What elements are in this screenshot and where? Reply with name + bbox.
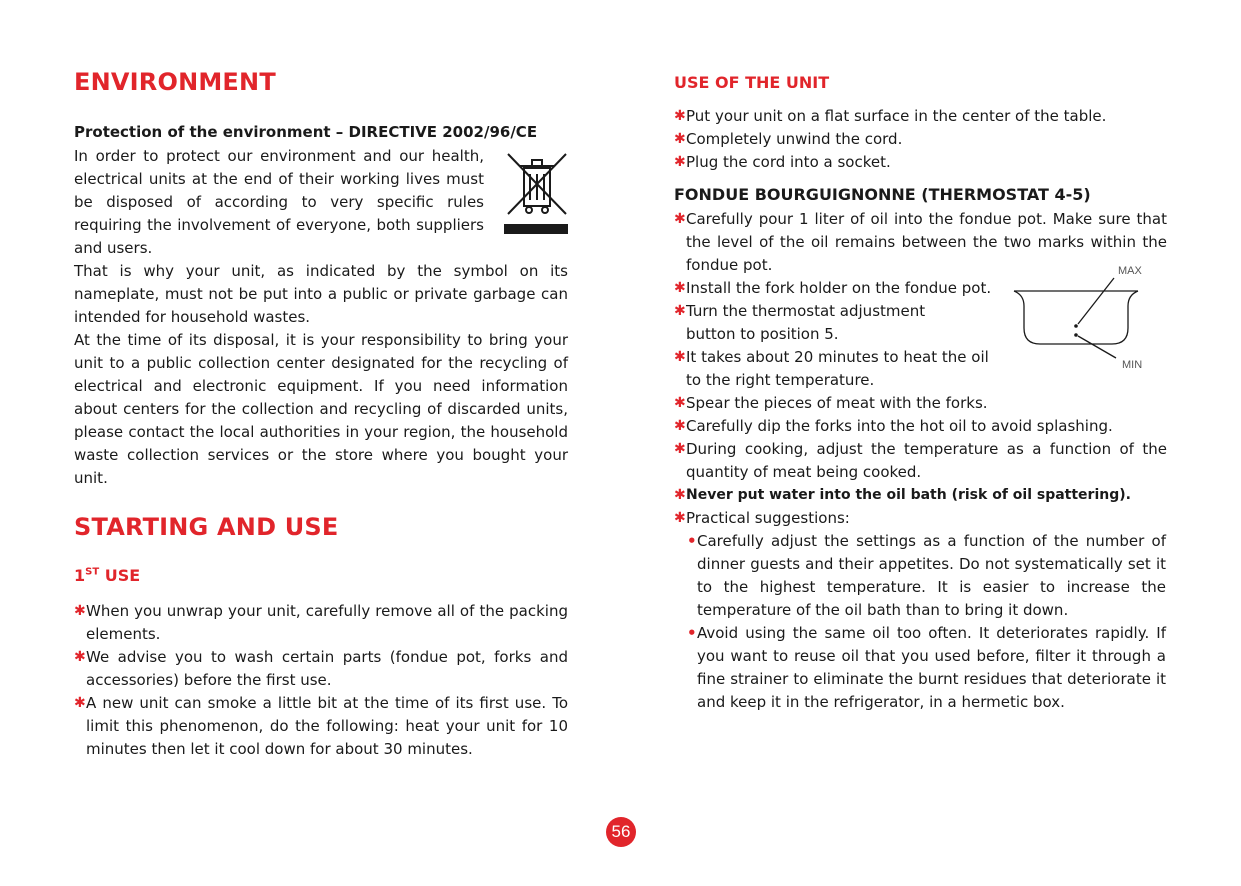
asterisk-icon: ✱ <box>674 280 686 296</box>
list-item: ✱ Turn the thermostat adjustment button to position 5. <box>674 302 926 343</box>
bullet-dot-icon: • <box>687 532 697 550</box>
environment-para3: At the time of its disposal, it is your responsibility to bring your unit to a public collection center designated for the recycling of electrical and electronic equipment. If you need information about centers for the collection and recycling of discarded units, please contact the local authorities in your region, the household waste collection services or the store where you bought your unit. <box>74 331 568 487</box>
suggestion-item: • Carefully adjust the settings as a function of the number of dinner guests and their appetites. Do not systematically set it to the highest temperature. It is easier to increase the temperature of the oil bath than to bring it down. <box>687 532 1166 619</box>
list-item-warning: ✱ Never put water into the oil bath (risk of oil spattering). <box>674 484 1167 507</box>
max-label: MAX <box>1118 265 1142 277</box>
list-item: ✱ During cooking, adjust the temperature as a function of the quantity of meat being cooked. <box>674 440 1167 481</box>
first-use-sup: ST <box>85 566 100 578</box>
environment-para2: That is why your unit, as indicated by the symbol on its nameplate, must not be put into a public or private garbage can intended for household wastes. <box>74 262 568 326</box>
first-use-word: USE <box>104 566 141 585</box>
min-label: MIN <box>1122 359 1143 371</box>
asterisk-icon: ✱ <box>674 131 686 147</box>
environment-subtitle: Protection of the environment – DIRECTIVE 2002/96/CE <box>74 123 538 141</box>
asterisk-icon: ✱ <box>74 603 86 619</box>
list-item: ✱ Install the fork holder on the fondue pot. <box>674 277 1016 300</box>
list-item: ✱ Put your unit on a flat surface in the center of the table. <box>674 105 1166 128</box>
asterisk-icon: ✱ <box>674 418 686 434</box>
list-item: ✱ A new unit can smoke a little bit at the time of its first use. To limit this phenomenon, do the following: heat your unit for 10 minutes then let it cool down for about 30 minutes. <box>74 694 568 758</box>
asterisk-icon: ✱ <box>674 441 686 457</box>
fondue-pot-diagram <box>1010 262 1170 374</box>
asterisk-icon: ✱ <box>674 510 686 526</box>
asterisk-icon: ✱ <box>674 487 686 503</box>
list-item: ✱ Plug the cord into a socket. <box>674 151 1166 174</box>
asterisk-icon: ✱ <box>674 211 686 227</box>
asterisk-icon: ✱ <box>74 649 86 665</box>
fondue-title: FONDUE BOURGUIGNONNE (THERMOSTAT 4-5) <box>674 185 1091 204</box>
max-mark <box>1074 324 1078 328</box>
list-item: ✱ Completely unwind the cord. <box>674 128 1166 151</box>
page-number: 56 <box>606 817 636 847</box>
min-mark <box>1074 333 1078 337</box>
asterisk-icon: ✱ <box>674 108 686 124</box>
list-item: ✱ Carefully pour 1 liter of oil into the fondue pot. Make sure that the level of the oil remains between the two marks within the fondue pot. <box>674 210 1167 274</box>
asterisk-icon: ✱ <box>74 695 86 711</box>
asterisk-icon: ✱ <box>674 154 686 170</box>
first-use-heading <box>74 566 140 585</box>
list-item: ✱ Spear the pieces of meat with the forks. <box>674 392 1167 415</box>
list-item: ✱ We advise you to wash certain parts (fondue pot, forks and accessories) before the first use. <box>74 648 568 689</box>
asterisk-icon: ✱ <box>674 395 686 411</box>
suggestion-item: • Avoid using the same oil too often. It deteriorates rapidly. If you want to reuse oil that you used before, filter it through a fine strainer to eliminate the burnt residues that deteriorate it and keep it in the refrigerator, in a hermetic box. <box>687 624 1166 711</box>
list-item: ✱ Practical suggestions: <box>674 507 1167 530</box>
list-item: ✱ It takes about 20 minutes to heat the oil to the right temperature. <box>674 348 989 389</box>
asterisk-icon: ✱ <box>674 349 686 365</box>
bullet-dot-icon: • <box>687 624 697 642</box>
crossed-out-bin-icon <box>504 148 570 236</box>
list-item: ✱ Carefully dip the forks into the hot oil to avoid splashing. <box>674 415 1167 438</box>
first-use-num: 1 <box>74 566 86 585</box>
environment-para1: In order to protect our environment and our health, electrical units at the end of their working lives must be disposed of according to very specific rules requiring the involvement of everyone, both suppliers and users. <box>74 147 484 257</box>
environment-title: ENVIRONMENT <box>74 68 276 96</box>
starting-title: STARTING AND USE <box>74 513 339 541</box>
asterisk-icon: ✱ <box>674 303 686 319</box>
list-item: ✱ When you unwrap your unit, carefully remove all of the packing elements. <box>74 602 568 643</box>
use-unit-title: USE OF THE UNIT <box>674 73 830 92</box>
